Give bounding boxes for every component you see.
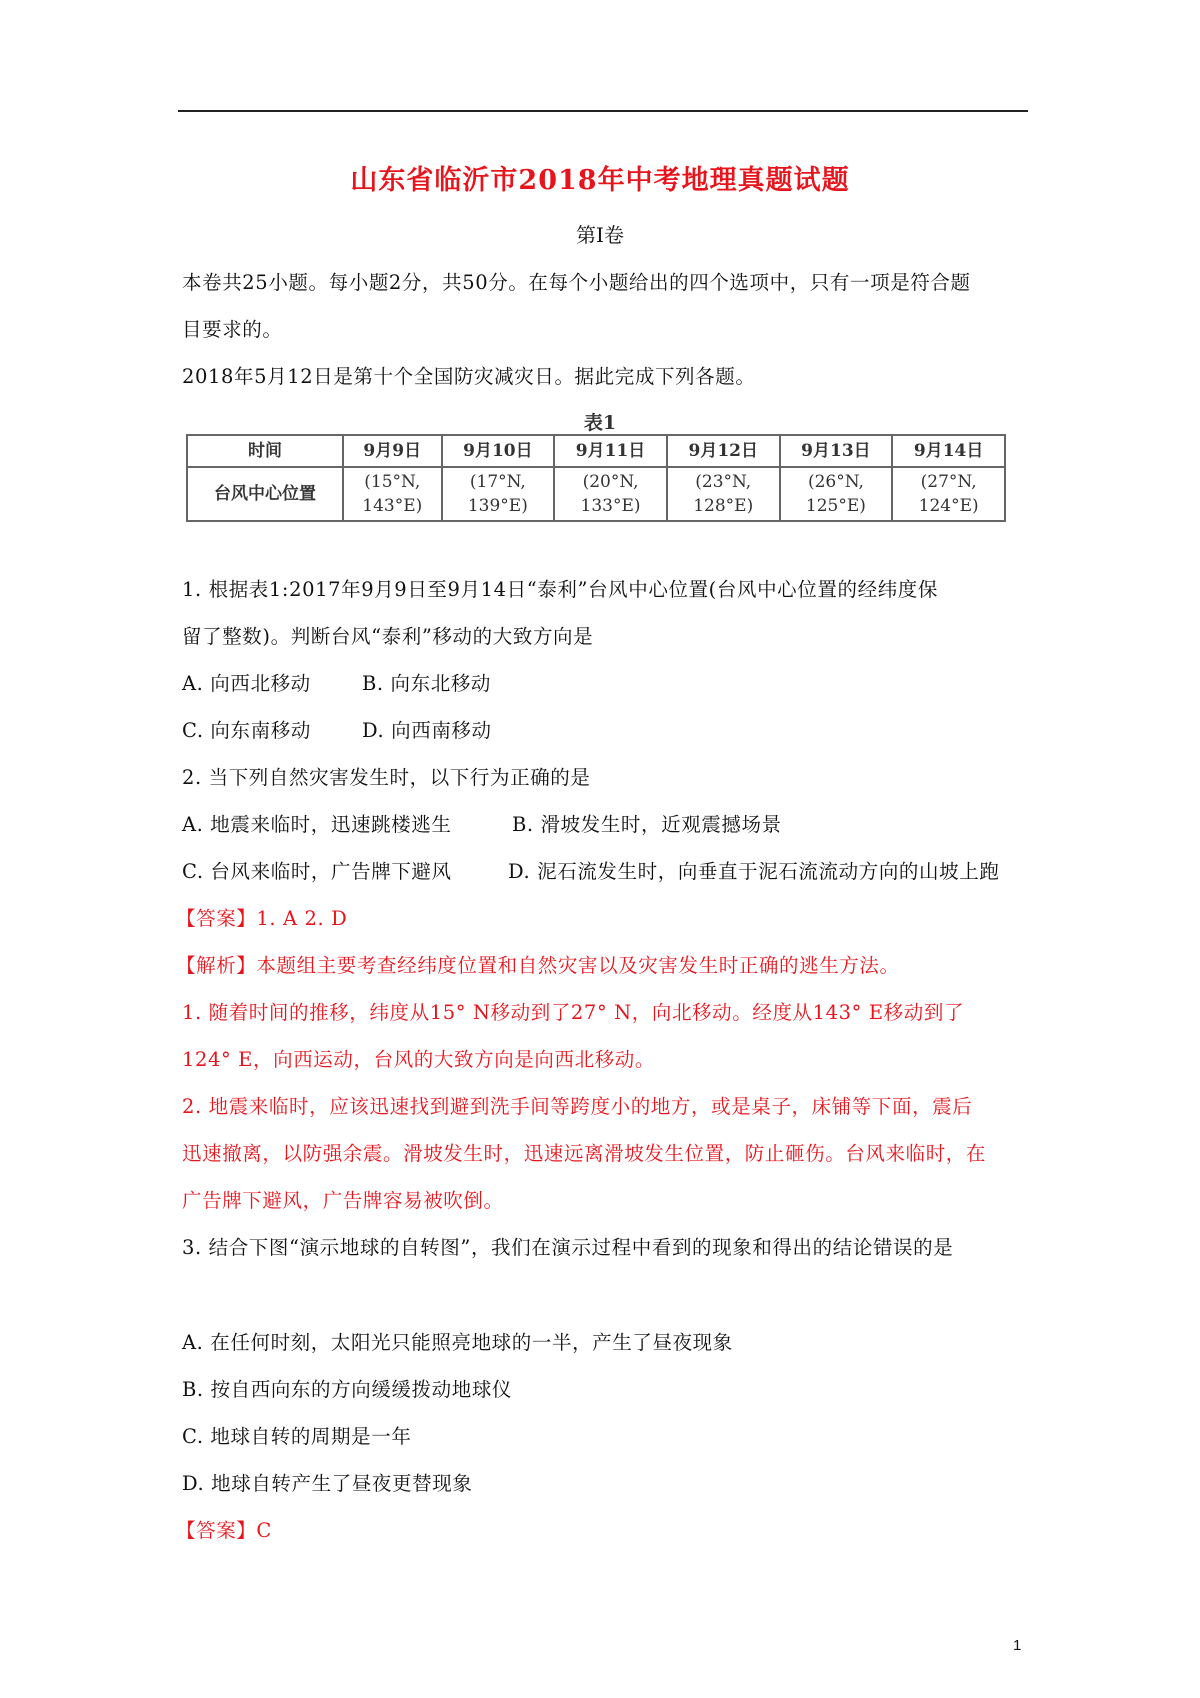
latitude: (27°N, — [920, 472, 977, 492]
question-2-stem: 2. 当下列自然灾害发生时，以下行为正确的是 — [182, 766, 591, 789]
typhoon-table — [186, 434, 1006, 522]
answer-3: 【答案】C — [176, 1519, 272, 1542]
table-position-cell — [554, 467, 667, 521]
section-heading: 第Ⅰ卷 — [576, 223, 624, 247]
table-row-label: 台风中心位置 — [187, 467, 343, 521]
context-text: 2018年5月12日是第十个全国防灾减灾日。据此完成下列各题。 — [182, 365, 756, 388]
table-caption: 表1 — [583, 412, 617, 434]
latitude: (15°N, — [364, 472, 421, 492]
question-2-option-b: B. 滑坡发生时，近观震撼场景 — [512, 813, 782, 836]
table-position-cell — [780, 467, 893, 521]
table-date-cell: 9月13日 — [780, 435, 893, 467]
longitude: 125°E) — [805, 496, 866, 516]
latitude: (26°N, — [807, 472, 864, 492]
table-position-cell — [442, 467, 555, 521]
table-position-cell — [667, 467, 780, 521]
intro-text: 本卷共25小题。每小题2分，共50分。在每个小题给出的四个选项中，只有一项是符合题 — [182, 271, 971, 294]
longitude: 139°E) — [467, 496, 528, 516]
analysis-1-continued: 124° E，向西运动，台风的大致方向是向西北移动。 — [182, 1048, 656, 1071]
latitude: (20°N, — [582, 472, 639, 492]
answer-1-2: 【答案】1. A 2. D — [176, 907, 348, 930]
longitude: 128°E) — [693, 496, 754, 516]
question-2-option-d: D. 泥石流发生时，向垂直于泥石流流动方向的山坡上跑 — [508, 860, 1000, 883]
longitude: 133°E) — [580, 496, 641, 516]
latitude: (17°N, — [469, 472, 526, 492]
table-date-cell: 9月12日 — [667, 435, 780, 467]
question-1-stem-continued: 留了整数)。判断台风“泰利”移动的大致方向是 — [182, 625, 594, 648]
latitude: (23°N, — [695, 472, 752, 492]
table-position-row — [187, 467, 1005, 521]
table-date-cell: 9月10日 — [442, 435, 555, 467]
question-3-option-a: A. 在任何时刻，太阳光只能照亮地球的一半，产生了昼夜现象 — [182, 1331, 733, 1354]
table-date-cell: 9月14日 — [892, 435, 1005, 467]
table-position-cell — [892, 467, 1005, 521]
longitude: 124°E) — [918, 496, 979, 516]
page-number: 1 — [1013, 1637, 1022, 1654]
question-1-option-d: D. 向西南移动 — [362, 719, 492, 742]
page-title: 山东省临沂市2018年中考地理真题试题 — [350, 165, 850, 196]
analysis-1: 1. 随着时间的推移，纬度从15° N移动到了27° N，向北移动。经度从143° E移动到了 — [182, 1001, 965, 1024]
question-3-stem: 3. 结合下图“演示地球的自转图”，我们在演示过程中看到的现象和得出的结论错误的是 — [182, 1236, 954, 1259]
analysis-2: 2. 地震来临时，应该迅速找到避到洗手间等跨度小的地方，或是桌子，床铺等下面，震后 — [182, 1095, 973, 1118]
question-1-option-c: C. 向东南移动 — [182, 719, 311, 742]
question-2-option-a: A. 地震来临时，迅速跳楼逃生 — [182, 813, 452, 836]
question-3-option-b: B. 按自西向东的方向缓缓拨动地球仪 — [182, 1378, 513, 1401]
longitude: 143°E) — [362, 496, 423, 516]
table-date-cell: 9月11日 — [554, 435, 667, 467]
question-2-option-c: C. 台风来临时，广告牌下避风 — [182, 860, 452, 883]
table-position-cell — [343, 467, 442, 521]
analysis-2-continued: 迅速撤离，以防强余震。滑坡发生时，迅速远离滑坡发生位置，防止砸伤。台风来临时，在 — [182, 1142, 987, 1165]
question-3-option-d: D. 地球自转产生了昼夜更替现象 — [182, 1472, 473, 1495]
table-header-label: 时间 — [187, 435, 343, 467]
question-1-option-a: A. 向西北移动 — [182, 672, 311, 695]
analysis-2-end: 广告牌下避风，广告牌容易被吹倒。 — [182, 1189, 504, 1212]
question-1-stem: 1. 根据表1:2017年9月9日至9月14日“泰利”台风中心位置(台风中心位置的经纬度保 — [182, 578, 938, 601]
header-rule — [178, 110, 1028, 112]
analysis-heading: 【解析】本题组主要考查经纬度位置和自然灾害以及灾害发生时正确的逃生方法。 — [176, 954, 900, 977]
question-3-option-c: C. 地球自转的周期是一年 — [182, 1425, 412, 1448]
question-1-option-b: B. 向东北移动 — [362, 672, 492, 695]
table-date-cell: 9月9日 — [343, 435, 442, 467]
table-header-row — [187, 435, 1005, 467]
intro-text-continued: 目要求的。 — [182, 318, 283, 341]
